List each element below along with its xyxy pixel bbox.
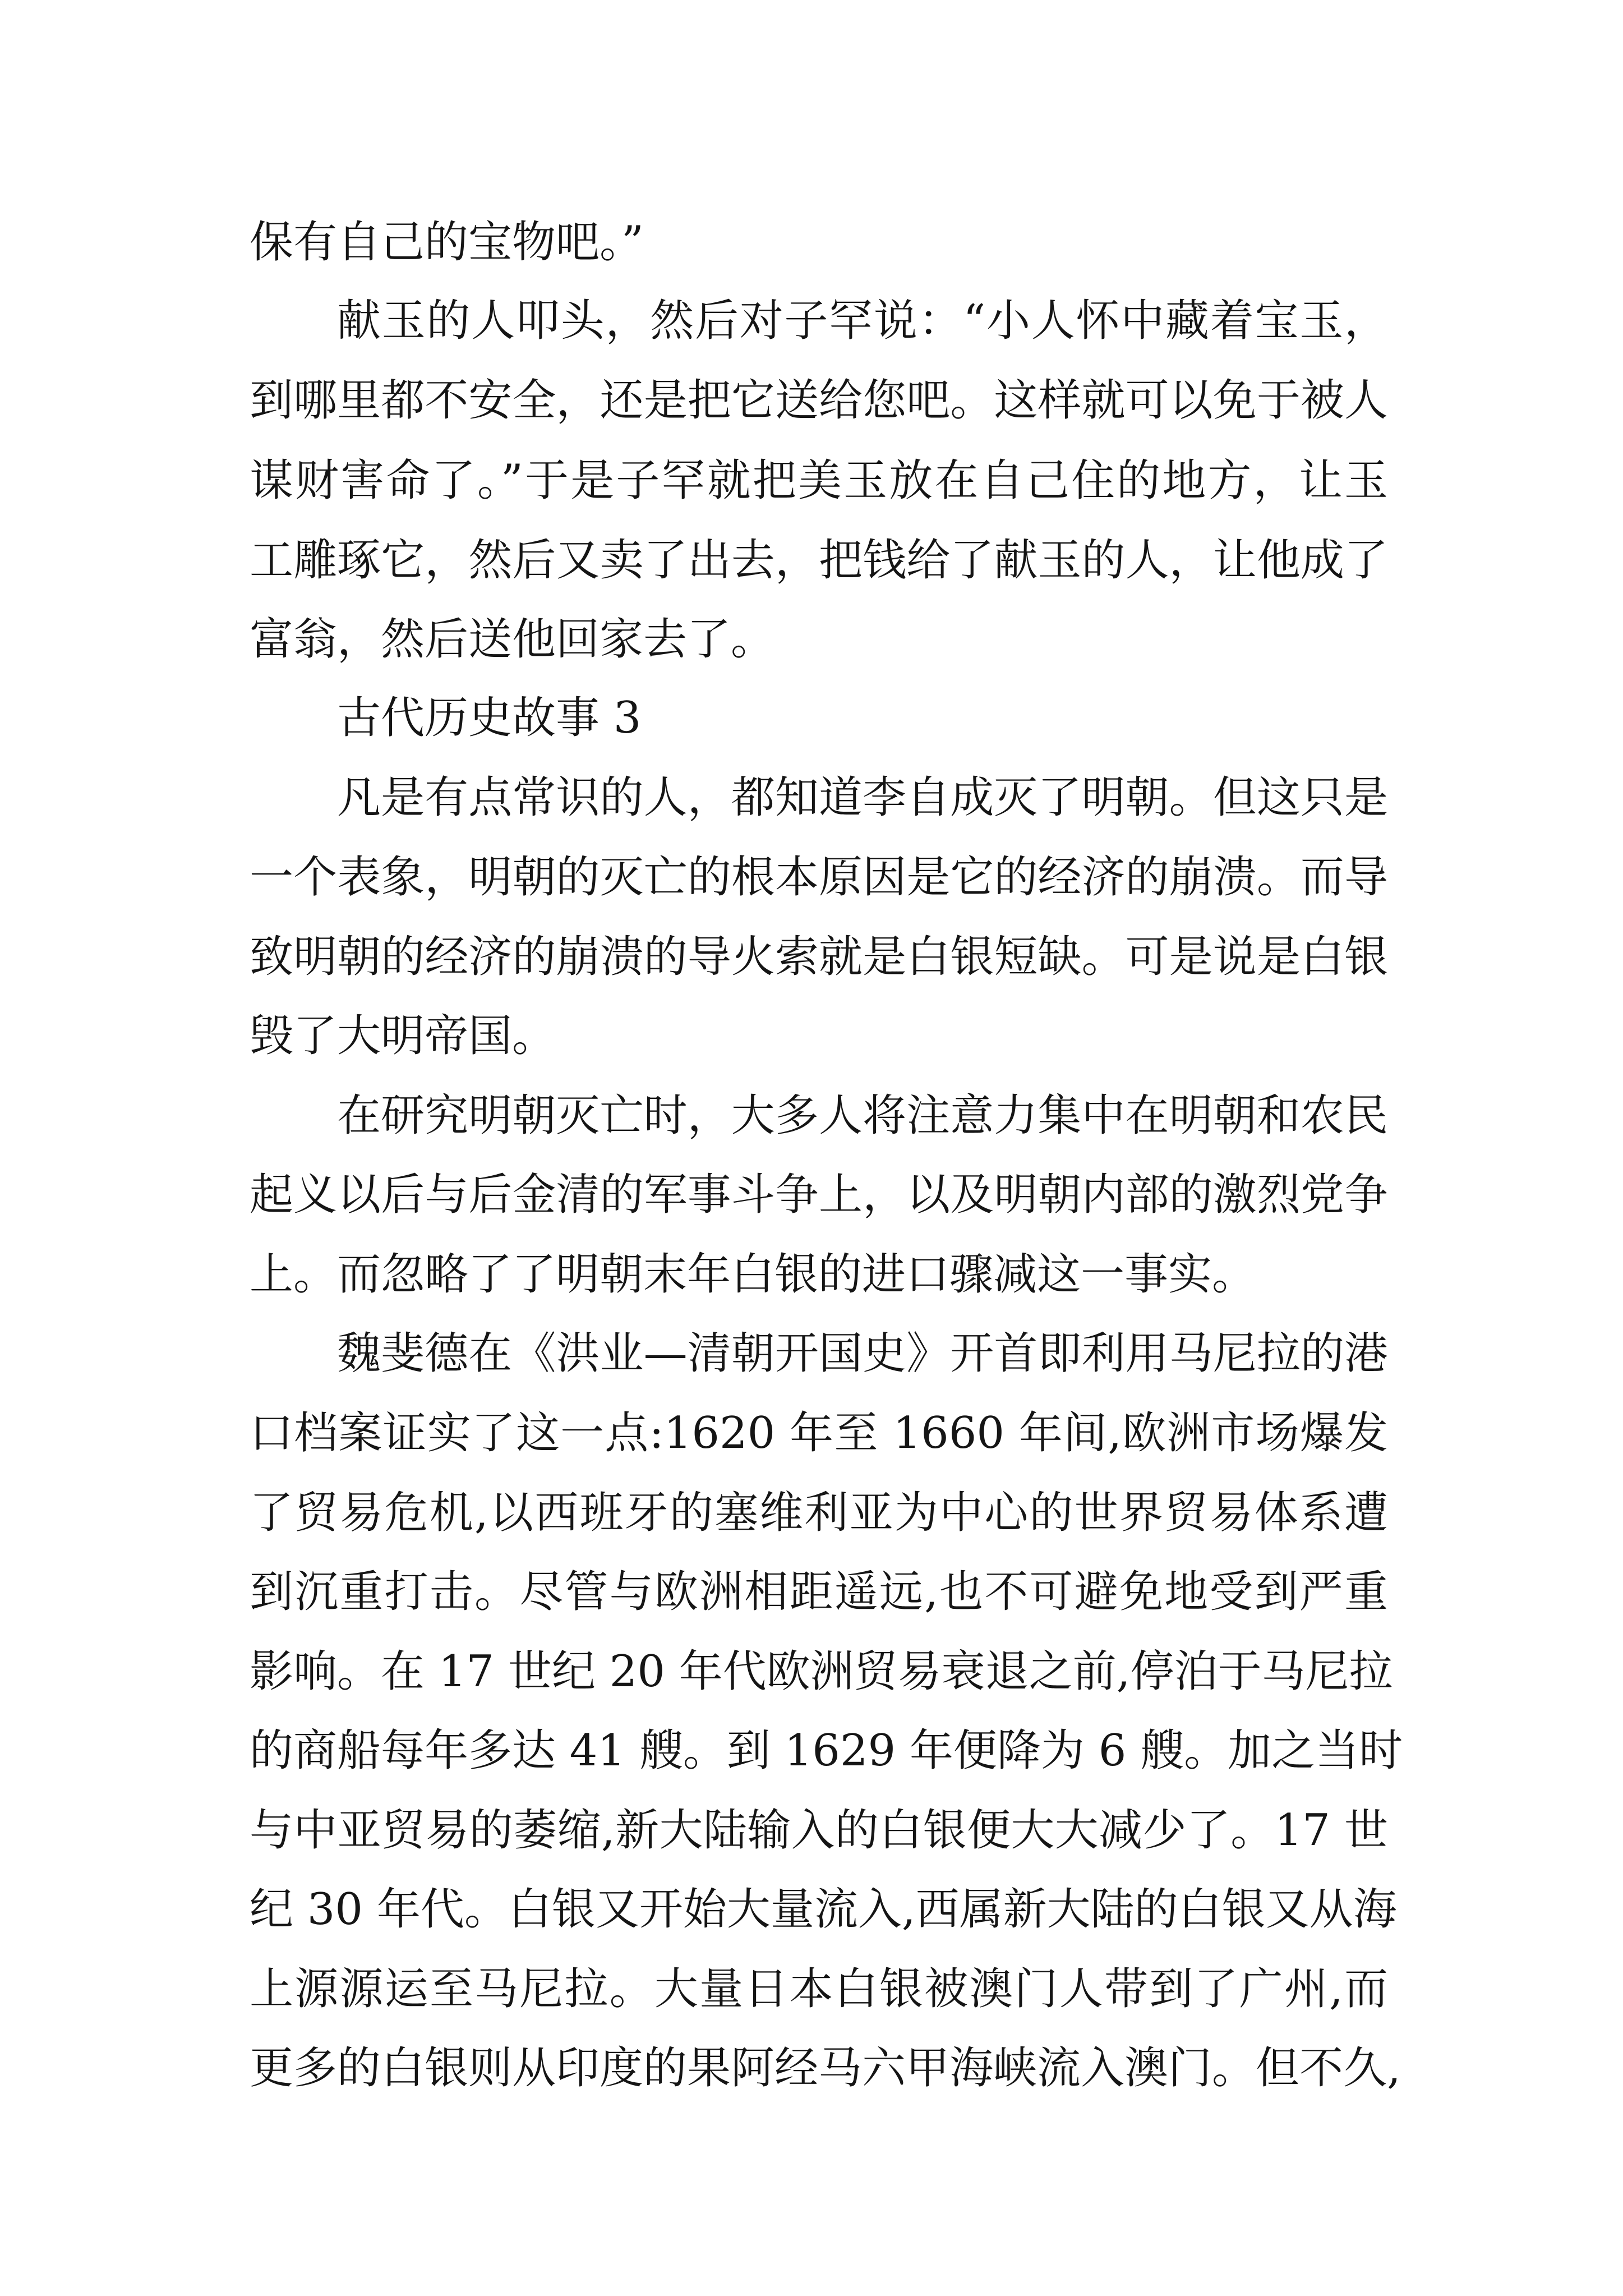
- text-line: 纪 30 年代。白银又开始大量流入,西属新大陆的白银又从海: [250, 1884, 1397, 1935]
- text-line: 的商船每年多达 41 艘。到 1629 年便降为 6 艘。加之当时: [250, 1726, 1403, 1776]
- text-line: 更多的白银则从印度的果阿经马六甲海峡流入澳门。但不久,: [250, 2043, 1401, 2093]
- text-line: 到哪里都不安全，还是把它送给您吧。这样就可以免于被人: [250, 375, 1388, 426]
- text-line: 起义以后与后金清的军事斗争上，以及明朝内部的激烈党争: [250, 1170, 1388, 1220]
- text-line: 影响。在 17 世纪 20 年代欧洲贸易衰退之前,停泊于马尼拉: [250, 1646, 1393, 1697]
- text-line: 了贸易危机,以西班牙的塞维利亚为中心的世界贸易体系遭: [250, 1488, 1388, 1538]
- text-line: 上源源运至马尼拉。大量日本白银被澳门人带到了广州,而: [250, 1964, 1388, 2014]
- text-line: 上。而忽略了了明朝末年白银的进口骤减这一事实。: [250, 1249, 1256, 1300]
- text-line: 到沉重打击。尽管与欧洲相距遥远,也不可避免地受到严重: [250, 1567, 1388, 1617]
- text-line: 致明朝的经济的崩溃的导火索就是白银短缺。可是说是白银: [250, 932, 1388, 982]
- text-line: 凡是有点常识的人，都知道李自成灭了明朝。但这只是: [337, 772, 1388, 823]
- text-line: 魏斐德在《洪业—清朝开国史》开首即利用马尼拉的港: [337, 1328, 1388, 1379]
- text-line: 一个表象，明朝的灭亡的根本原因是它的经济的崩溃。而导: [250, 852, 1388, 903]
- text-line: 工雕琢它，然后又卖了出去，把钱给了献玉的人，让他成了: [250, 535, 1388, 586]
- text-line: 保有自己的宝物吧。”: [250, 217, 644, 268]
- text-line: 献玉的人叩头，然后对子罕说：“小人怀中藏着宝玉，: [337, 296, 1388, 346]
- text-line: 在研究明朝灭亡时，大多人将注意力集中在明朝和农民: [337, 1091, 1388, 1141]
- text-line: 富翁，然后送他回家去了。: [250, 614, 775, 665]
- text-line: 毁了大明帝国。: [250, 1011, 556, 1061]
- section-heading: 古代历史故事 3: [337, 693, 642, 743]
- text-line: 与中亚贸易的萎缩,新大陆输入的白银便大大减少了。17 世: [250, 1805, 1388, 1856]
- text-line: 谋财害命了。”于是子罕就把美玉放在自己住的地方，让玉: [250, 455, 1388, 506]
- text-line: 口档案证实了这一点:1620 年至 1660 年间,欧洲市场爆发: [250, 1408, 1388, 1458]
